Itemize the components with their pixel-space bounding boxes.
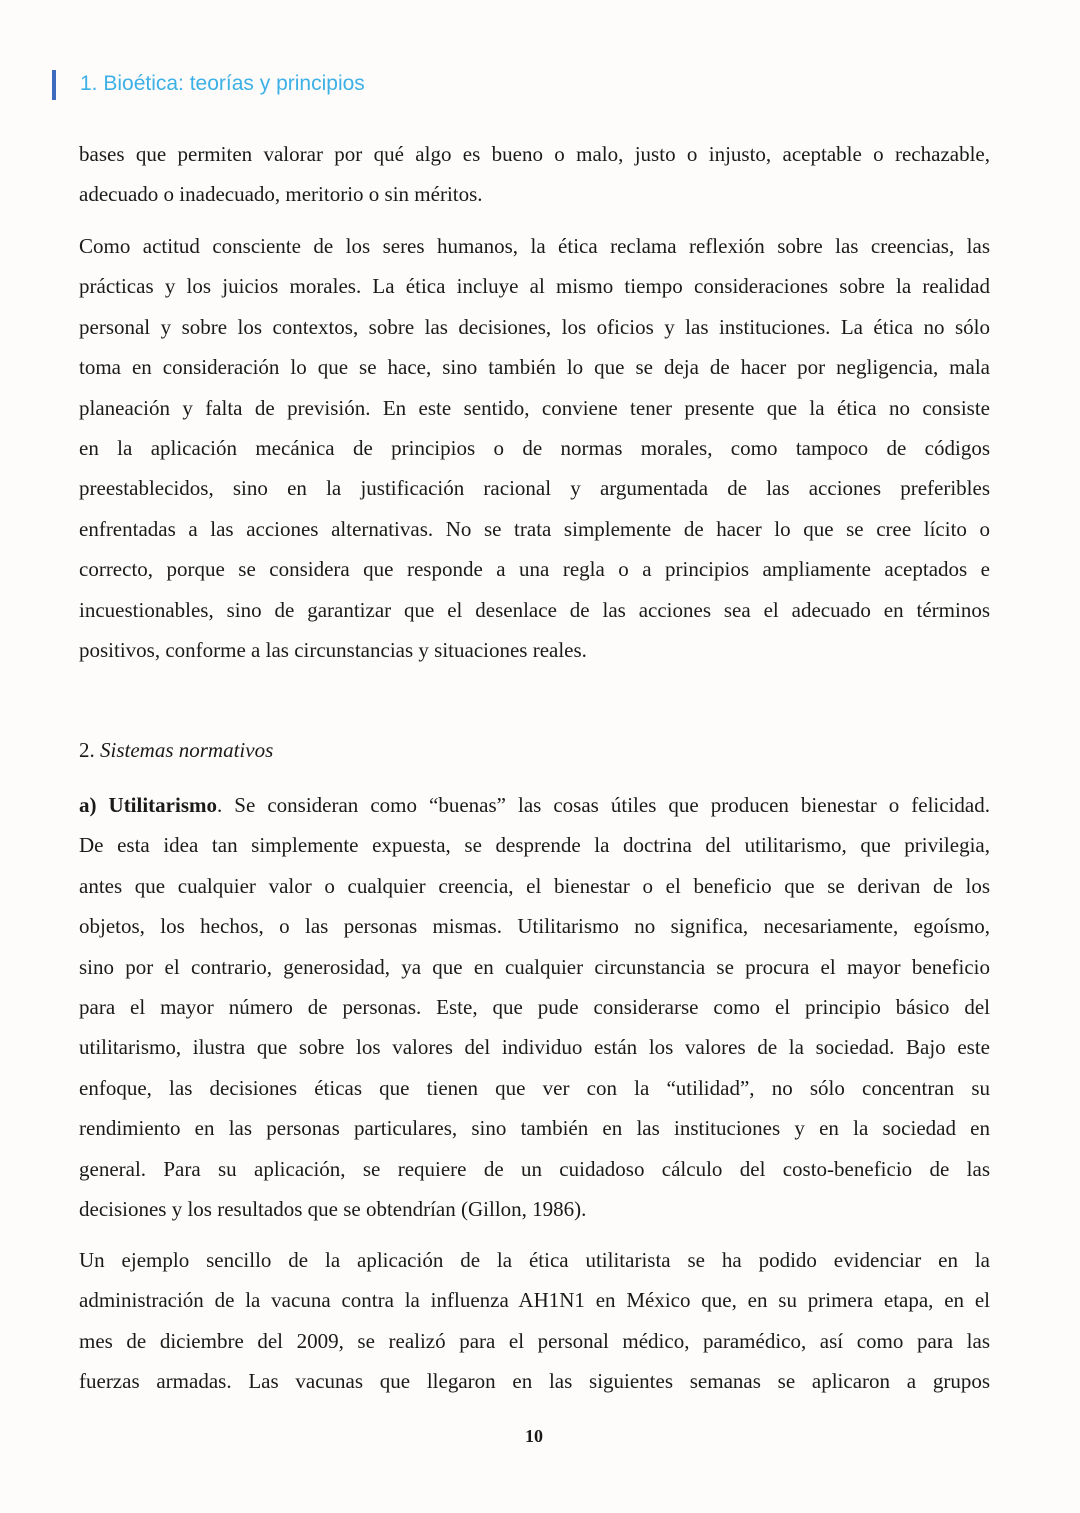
section-heading [79, 738, 273, 763]
text-line: positivos, conforme a las circunstancias y situaciones reales. [79, 637, 587, 662]
paragraph-example [79, 1240, 990, 1402]
text-line: personal y sobre los contextos, sobre las decisiones, los oficios y las instituciones. La ética no sólo [79, 314, 990, 339]
text-line: para el mayor número de personas. Este, que pude considerarse como el principio básico del [79, 994, 990, 1019]
text-line: adecuado o inadecuado, meritorio o sin méritos. [79, 182, 483, 207]
text-line: mes de diciembre del 2009, se realizó para el personal médico, paramédico, así como para las [79, 1328, 990, 1353]
header-accent-bar [52, 70, 56, 100]
text-line: planeación y falta de previsión. En este sentido, conviene tener presente que la ética no consiste [79, 395, 990, 420]
text-line: objetos, los hechos, o las personas mismas. Utilitarismo no significa, necesariamente, egoísmo, [79, 914, 990, 939]
section-number: 2. [79, 738, 95, 762]
paragraph-utilitarismo [79, 785, 990, 1229]
text-line: fuerzas armadas. Las vacunas que llegaron en las siguientes semanas se aplicaron a grupos [79, 1369, 990, 1394]
text-line: antes que cualquier valor o cualquier creencia, el bienestar o el beneficio que se derivan de los [79, 873, 990, 898]
text-line: toma en consideración lo que se hace, sino también lo que se deja de hacer por negligencia, mala [79, 355, 990, 380]
text-line: prácticas y los juicios morales. La ética incluye al mismo tiempo consideraciones sobre la realidad [79, 274, 990, 299]
text-line: enfrentadas a las acciones alternativas. No se trata simplemente de hacer lo que se cree lícito o [79, 516, 990, 541]
text-line: bases que permiten valorar por qué algo es bueno o malo, justo o injusto, aceptable o rechazable, [79, 142, 990, 166]
chapter-header: 1. Bioética: teorías y principios [80, 72, 365, 95]
text-line: correcto, porque se considera que responde a una regla o a principios ampliamente aceptados e [79, 557, 990, 582]
text-span: . Se consideran como “buenas” las cosas útiles que producen bienestar o felicidad. [217, 793, 990, 817]
term-utilitarismo: a) Utilitarismo [79, 793, 218, 817]
text-line: en la aplicación mecánica de principios o de normas morales, como tampoco de códigos [79, 435, 990, 460]
text-line: preestablecidos, sino en la justificación racional y argumentada de las acciones preferibles [79, 476, 990, 501]
text-line: enfoque, las decisiones éticas que tienen que ver con la “utilidad”, no sólo concentran su [79, 1075, 990, 1100]
page-number: 10 [525, 1426, 543, 1446]
text-line: Un ejemplo sencillo de la aplicación de la ética utilitarista se ha podido evidenciar en la [79, 1248, 990, 1272]
text-line: rendimiento en las personas particulares, sino también en las instituciones y en la sociedad en [79, 1116, 990, 1141]
text-line: incuestionables, sino de garantizar que el desenlace de las acciones sea el adecuado en términos [79, 597, 990, 622]
text-line: administración de la vacuna contra la influenza AH1N1 en México que, en su primera etapa, en el [79, 1288, 990, 1313]
text-line: decisiones y los resultados que se obtendrían (Gillon, 1986). [79, 1196, 587, 1221]
paragraph-ethics [79, 226, 990, 670]
text-line: general. Para su aplicación, se requiere de un cuidadoso cálculo del costo-beneficio de las [79, 1156, 990, 1181]
text-line: utilitarismo, ilustra que sobre los valores del individuo están los valores de la sociedad. Bajo este [79, 1035, 990, 1060]
text-line: sino por el contrario, generosidad, ya que en cualquier circunstancia se procura el mayor beneficio [79, 954, 990, 979]
section-title: Sistemas normativos [100, 738, 274, 762]
text-line [79, 785, 990, 825]
paragraph-intro [79, 134, 990, 215]
text-line: De esta idea tan simplemente expuesta, se desprende la doctrina del utilitarismo, que privilegia, [79, 833, 990, 858]
text-line: Como actitud consciente de los seres humanos, la ética reclama reflexión sobre las creencias, las [79, 234, 990, 258]
